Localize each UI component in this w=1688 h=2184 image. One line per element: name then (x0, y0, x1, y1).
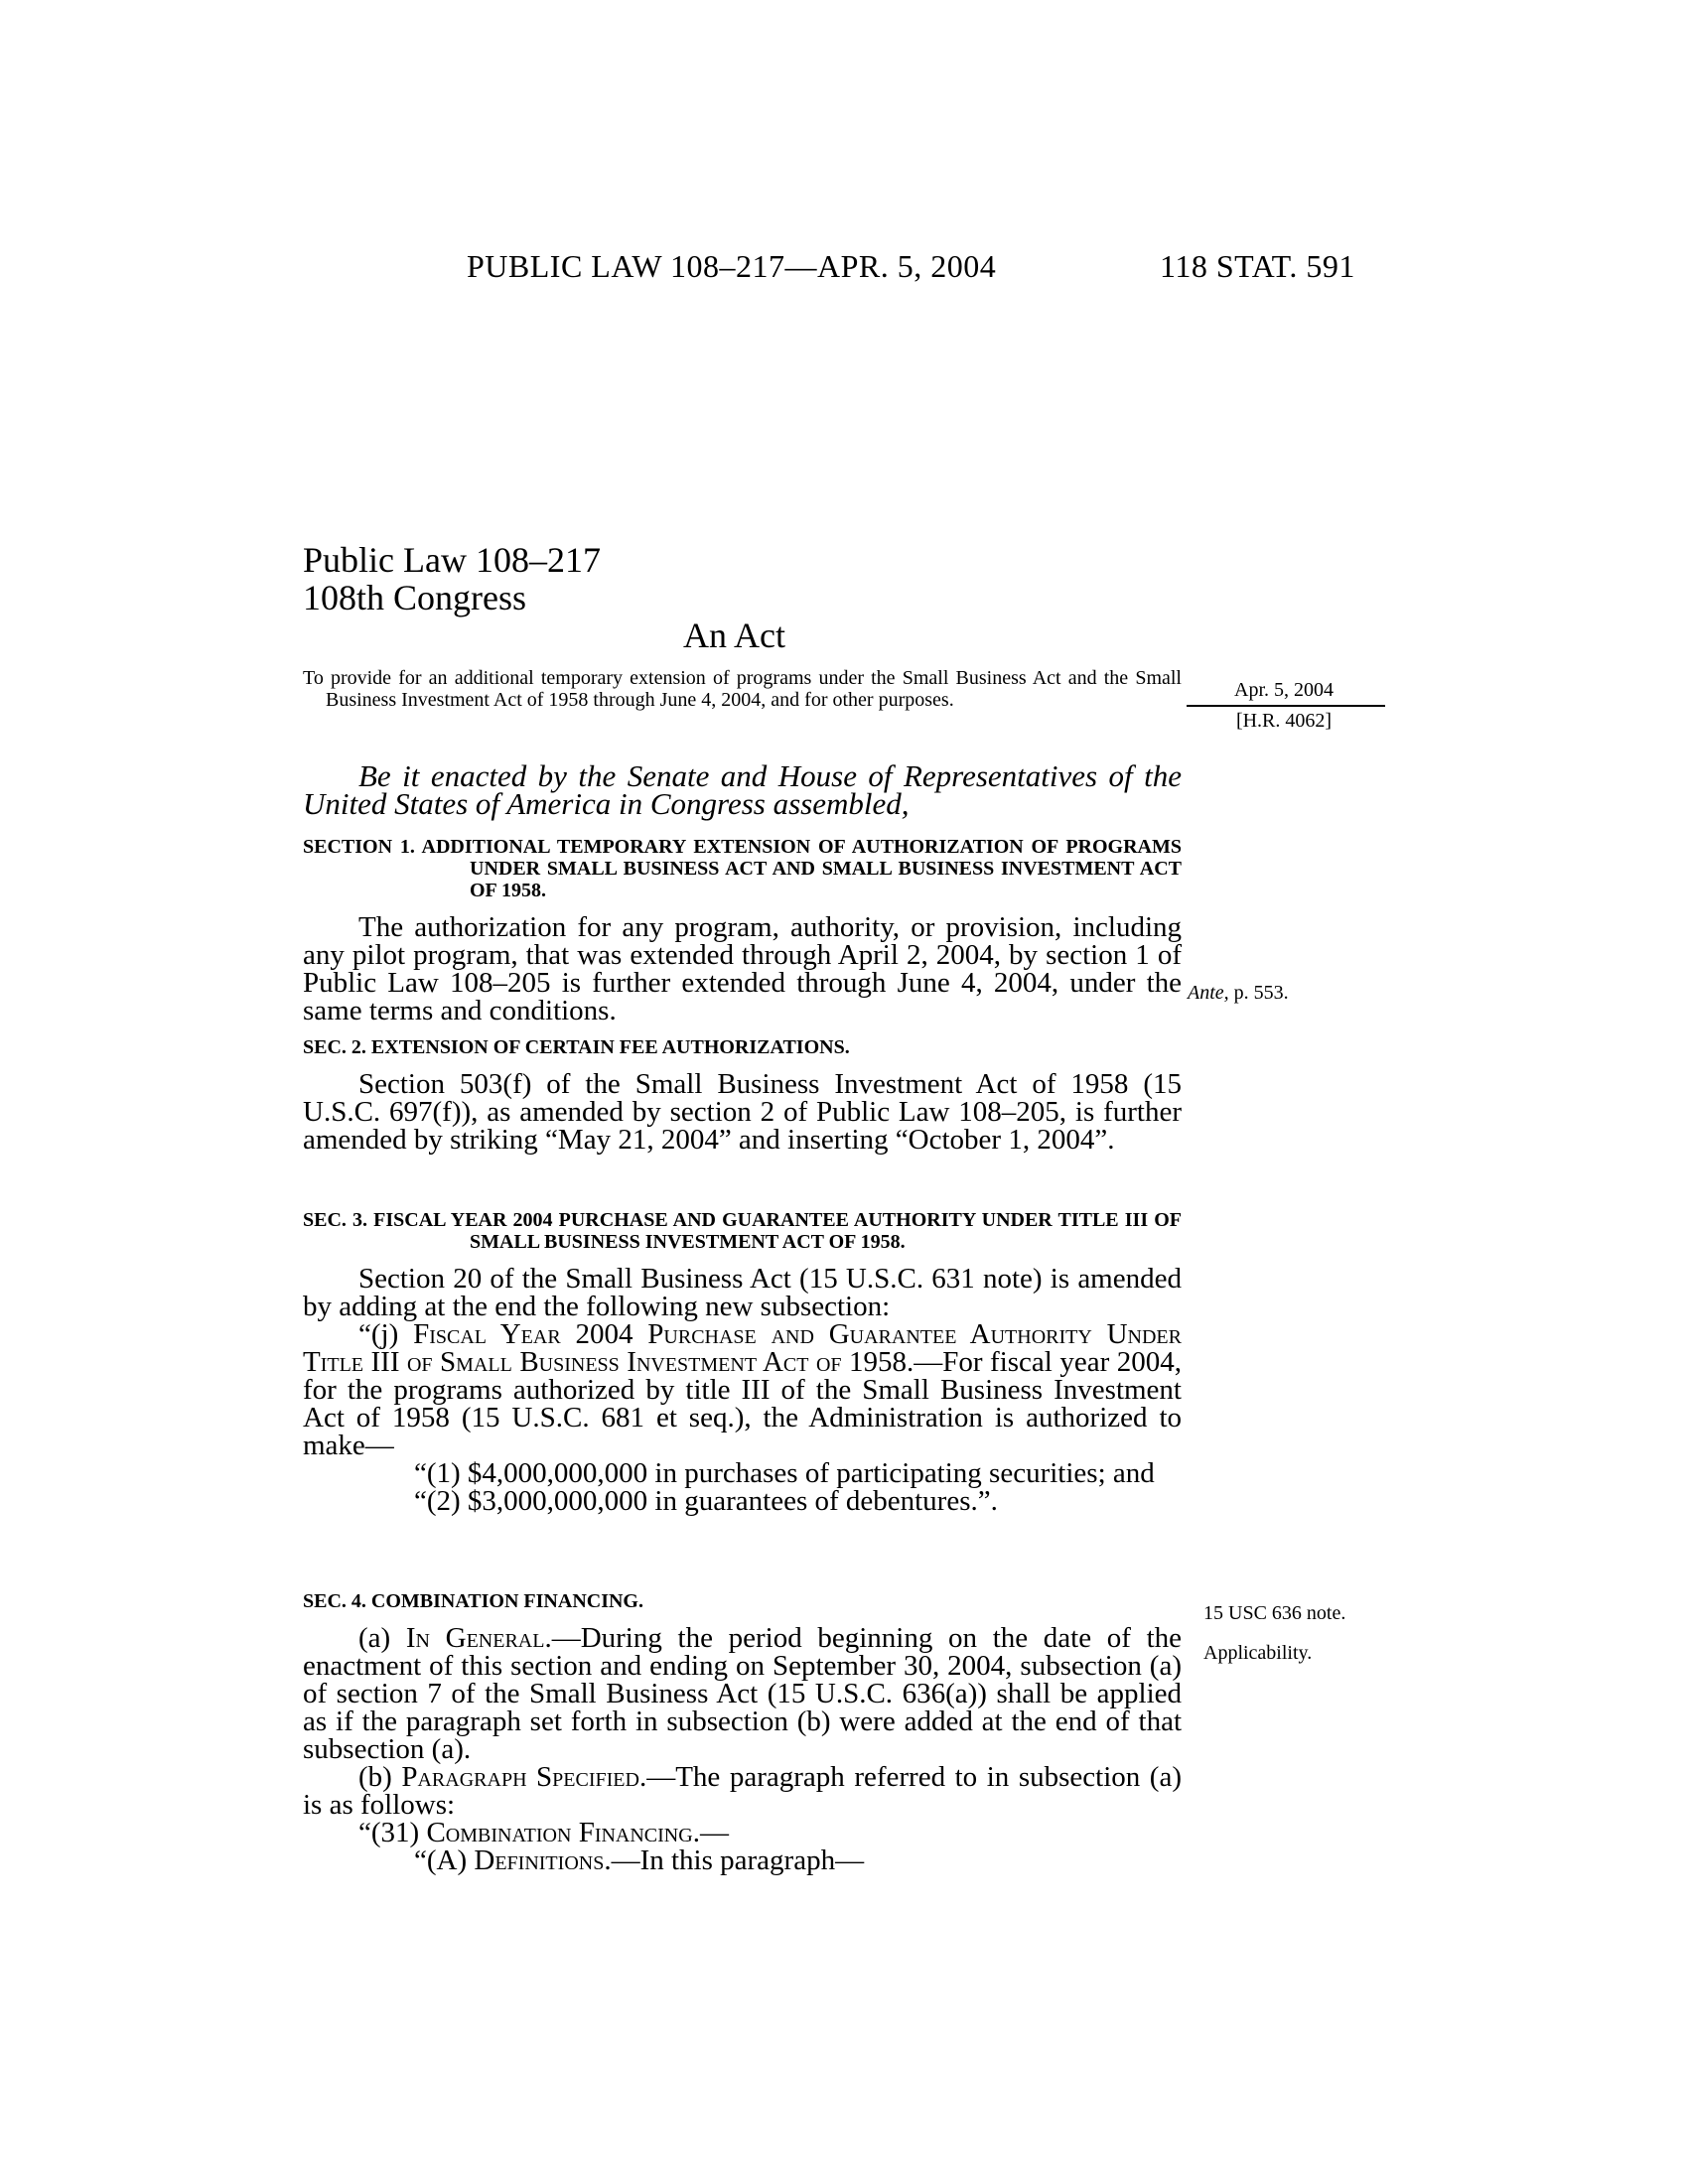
section-4-subsection-a (303, 1624, 1182, 1763)
sidenote-ante-italic: Ante, (1188, 982, 1229, 1004)
subsection-a-text: .—During the period beginning on the date of the enactment of this section and ending on September 30, 2004, subsection (a) of section 7 of the Small Business Act (15 U.S.C. 636(a)) shall be applied as if the paragraph set forth in subsection (b) were added at the end of that subsection (a). (303, 1622, 1183, 1765)
stat-page-number: 118 STAT. 591 (1160, 248, 1355, 284)
subsection-j-open: “(j) (358, 1318, 414, 1350)
sidenote-applicability: Applicability. (1203, 1642, 1313, 1664)
sidenote-ante-page: p. 553. (1228, 982, 1289, 1004)
section-2-heading: SEC. 2. EXTENSION OF CERTAIN FEE AUTHORIZATIONS. (303, 1036, 850, 1058)
section-3-heading: SEC. 3. FISCAL YEAR 2004 PURCHASE AND GUARANTEE AUTHORITY UNDER TITLE III OF SMALL BUSINESS INVESTMENT ACT OF 1958. (303, 1209, 1182, 1253)
paragraph-31 (303, 1819, 1182, 1846)
subsection-a-heading: In General (405, 1622, 545, 1654)
enacting-clause: Be it enacted by the Senate and House of Representatives of the United States of America in Congress assembled, (303, 758, 1182, 821)
act-purpose: To provide for an additional temporary extension of programs under the Small Business Act and the Small Business Investment Act of 1958 through June 4, 2004, and for other purposes. (303, 667, 1182, 711)
section-4-subsection-b (303, 1763, 1182, 1819)
subsection-j (303, 1320, 1182, 1459)
subsection-a-open: (a) (358, 1622, 406, 1654)
sidenote-rule (1187, 705, 1385, 707)
subsection-j-text: —For fiscal year 2004, for the programs authorized by title III of the Small Business Investment Act of 1958 (15 U.S.C. 681 et seq.), the Administration is authorized to make— (303, 1346, 1182, 1461)
subsection-b-text: .—The paragraph referred to in subsection (a) is as follows: (303, 1761, 1182, 1821)
sidenote-date: Apr. 5, 2004 (1234, 679, 1334, 701)
paragraph-31-heading: Combination Financing (426, 1817, 693, 1848)
subsection-j-item-2: “(2) $3,000,000,000 in guarantees of debentures.”. (414, 1485, 998, 1517)
subsection-b-heading: Paragraph Specified (401, 1761, 639, 1793)
sidenote-usc: 15 USC 636 note. (1203, 1602, 1346, 1624)
section-1 (303, 836, 1182, 1024)
section-1-text: The authorization for any program, authority, or provision, including any pilot program, that was extended through April 2, 2004, by section 1 of Public Law 108–205 is further extended through June 4, 2004, under the same terms and conditions. (303, 911, 1182, 1026)
sidenote-ante (1188, 981, 1289, 1005)
sidenote-bill-number: [H.R. 4062] (1235, 710, 1333, 732)
section-1-heading: SECTION 1. ADDITIONAL TEMPORARY EXTENSION OF AUTHORIZATION OF PROGRAMS UNDER SMALL BUSINESS ACT AND SMALL BUSINESS INVESTMENT ACT OF 1958. (303, 836, 1182, 901)
subsection-b-open: (b) (358, 1761, 402, 1793)
section-3-text: Section 20 of the Small Business Act (15 U.S.C. 631 note) is amended by adding at the end the following new subsection: (303, 1263, 1182, 1322)
running-head: PUBLIC LAW 108–217—APR. 5, 2004 (467, 248, 997, 284)
section-2-text: Section 503(f) of the Small Business Investment Act of 1958 (15 U.S.C. 697(f)), as amended by section 2 of Public Law 108–205, is further amended by striking “May 21, 2004” and inserting “October 1, 2004”. (303, 1068, 1182, 1156)
section-4 (303, 1590, 1182, 1874)
section-3 (303, 1209, 1182, 1515)
congress-number: 108th Congress (303, 578, 526, 617)
section-2 (303, 1036, 1182, 1154)
an-act-heading: An Act (683, 615, 785, 655)
subparagraph-a-text: .—In this paragraph— (604, 1844, 865, 1876)
subsection-j-item-1: “(1) $4,000,000,000 in purchases of participating securities; and (414, 1457, 1155, 1489)
public-law-title: Public Law 108–217 (303, 540, 601, 580)
subparagraph-a (303, 1846, 1182, 1874)
section-4-heading: SEC. 4. COMBINATION FINANCING. (303, 1590, 643, 1612)
paragraph-31-text: .— (692, 1817, 729, 1848)
subparagraph-a-open: “(A) (414, 1844, 475, 1876)
paragraph-31-open: “(31) (358, 1817, 427, 1848)
subsection-j-heading: Fiscal Year 2004 Purchase and Guarantee Authority Under Title III of Small Business Investment Act of 1958. (303, 1318, 1182, 1378)
subparagraph-a-heading: Definitions (474, 1844, 605, 1876)
